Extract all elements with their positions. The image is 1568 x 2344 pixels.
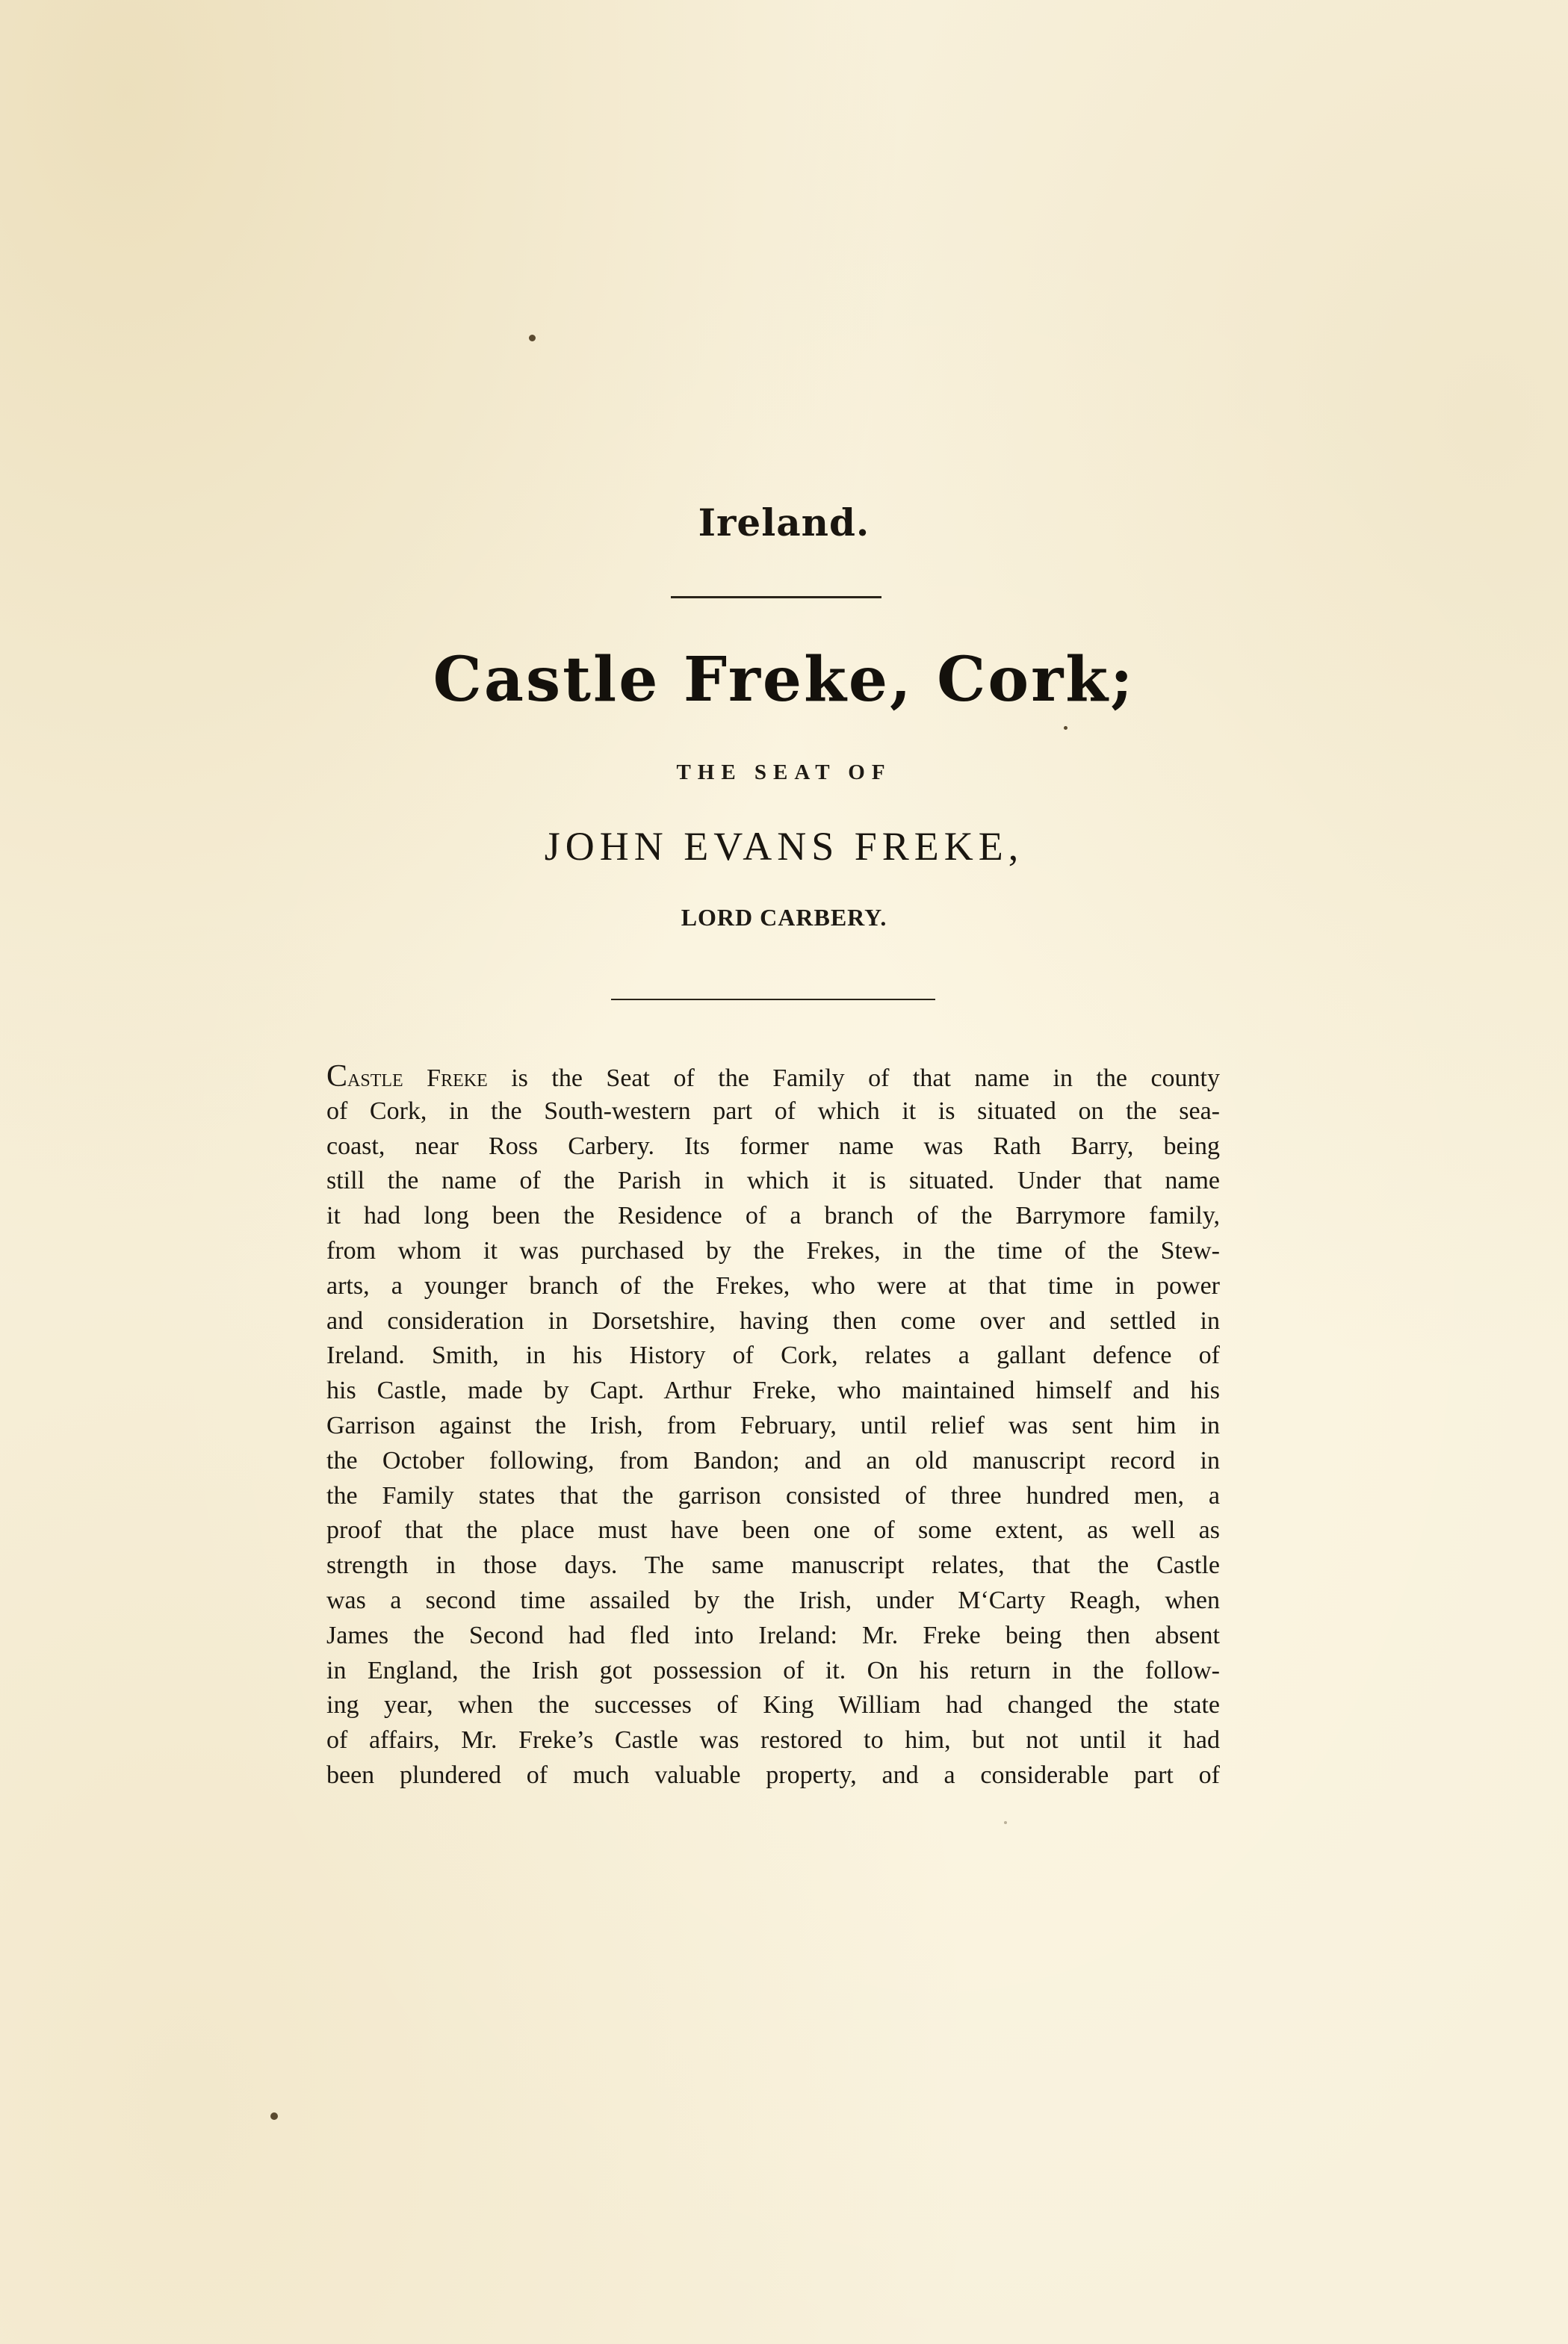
body-line: the October following, from Bandon; and an old manuscript record in [326,1446,1220,1475]
paper-speck [1004,1821,1007,1824]
lead-small-caps: astle Freke [347,1064,488,1092]
body-line: of Cork, in the South-western part of which it is situated on the sea- [326,1097,1220,1125]
body-line: was a second time assailed by the Irish, under M‘Carty Reagh, when [326,1586,1220,1614]
body-line: his Castle, made by Capt. Arthur Freke, who maintained himself and his [326,1377,1220,1405]
body-line: strength in those days. The same manuscript relates, that the Castle [326,1551,1220,1580]
seat-of-label: THE SEAT OF [676,760,892,784]
owner-name: JOHN EVANS FREKE, [544,824,1024,869]
body-line: Ireland. Smith, in his History of Cork, relates a gallant defence of [326,1342,1220,1370]
body-line: in England, the Irish got possession of it. On his return in the follow- [326,1656,1220,1684]
body-line: arts, a younger branch of the Frekes, who were at that time in power [326,1271,1220,1300]
section-rule [611,999,935,1000]
body-line: the Family states that the garrison consisted of three hundred men, a [326,1481,1220,1510]
estate-title: Castle Freke, Cork; [433,644,1135,716]
owner-title: LORD CARBERY. [681,904,887,931]
paper-speck [1064,726,1067,730]
body-line [326,1059,1220,1094]
body-text [326,1059,1220,1793]
body-line: still the name of the Parish in which it is situated. Under that name [326,1167,1220,1195]
body-line: coast, near Ross Carbery. Its former name was Rath Barry, being [326,1132,1220,1160]
body-line: of affairs, Mr. Freke’s Castle was restored to him, but not until it had [326,1726,1220,1755]
body-line: James the Second had fled into Ireland: Mr. Freke being then absent [326,1621,1220,1649]
body-line: proof that the place must have been one of some extent, as well as [326,1516,1220,1545]
body-line-text: is the Seat of the Family of that name in the county [487,1064,1220,1092]
drop-capital: C [326,1059,348,1094]
body-line: been plundered of much valuable property, and a considerable part of [326,1761,1220,1789]
body-line: it had long been the Residence of a branch of the Barrymore family, [326,1202,1220,1230]
lead-words [326,1059,488,1094]
paper-speck [270,2112,278,2120]
body-line: and consideration in Dorsetshire, having then come over and settled in [326,1306,1220,1335]
heading-rule [671,596,881,598]
body-line: from whom it was purchased by the Frekes, in the time of the Stew- [326,1236,1220,1265]
body-line: ing year, when the successes of King William had changed the state [326,1691,1220,1720]
body-line: Garrison against the Irish, from February, until relief was sent him in [326,1411,1220,1439]
country-heading: Ireland. [698,500,870,545]
paper-speck [529,335,536,341]
